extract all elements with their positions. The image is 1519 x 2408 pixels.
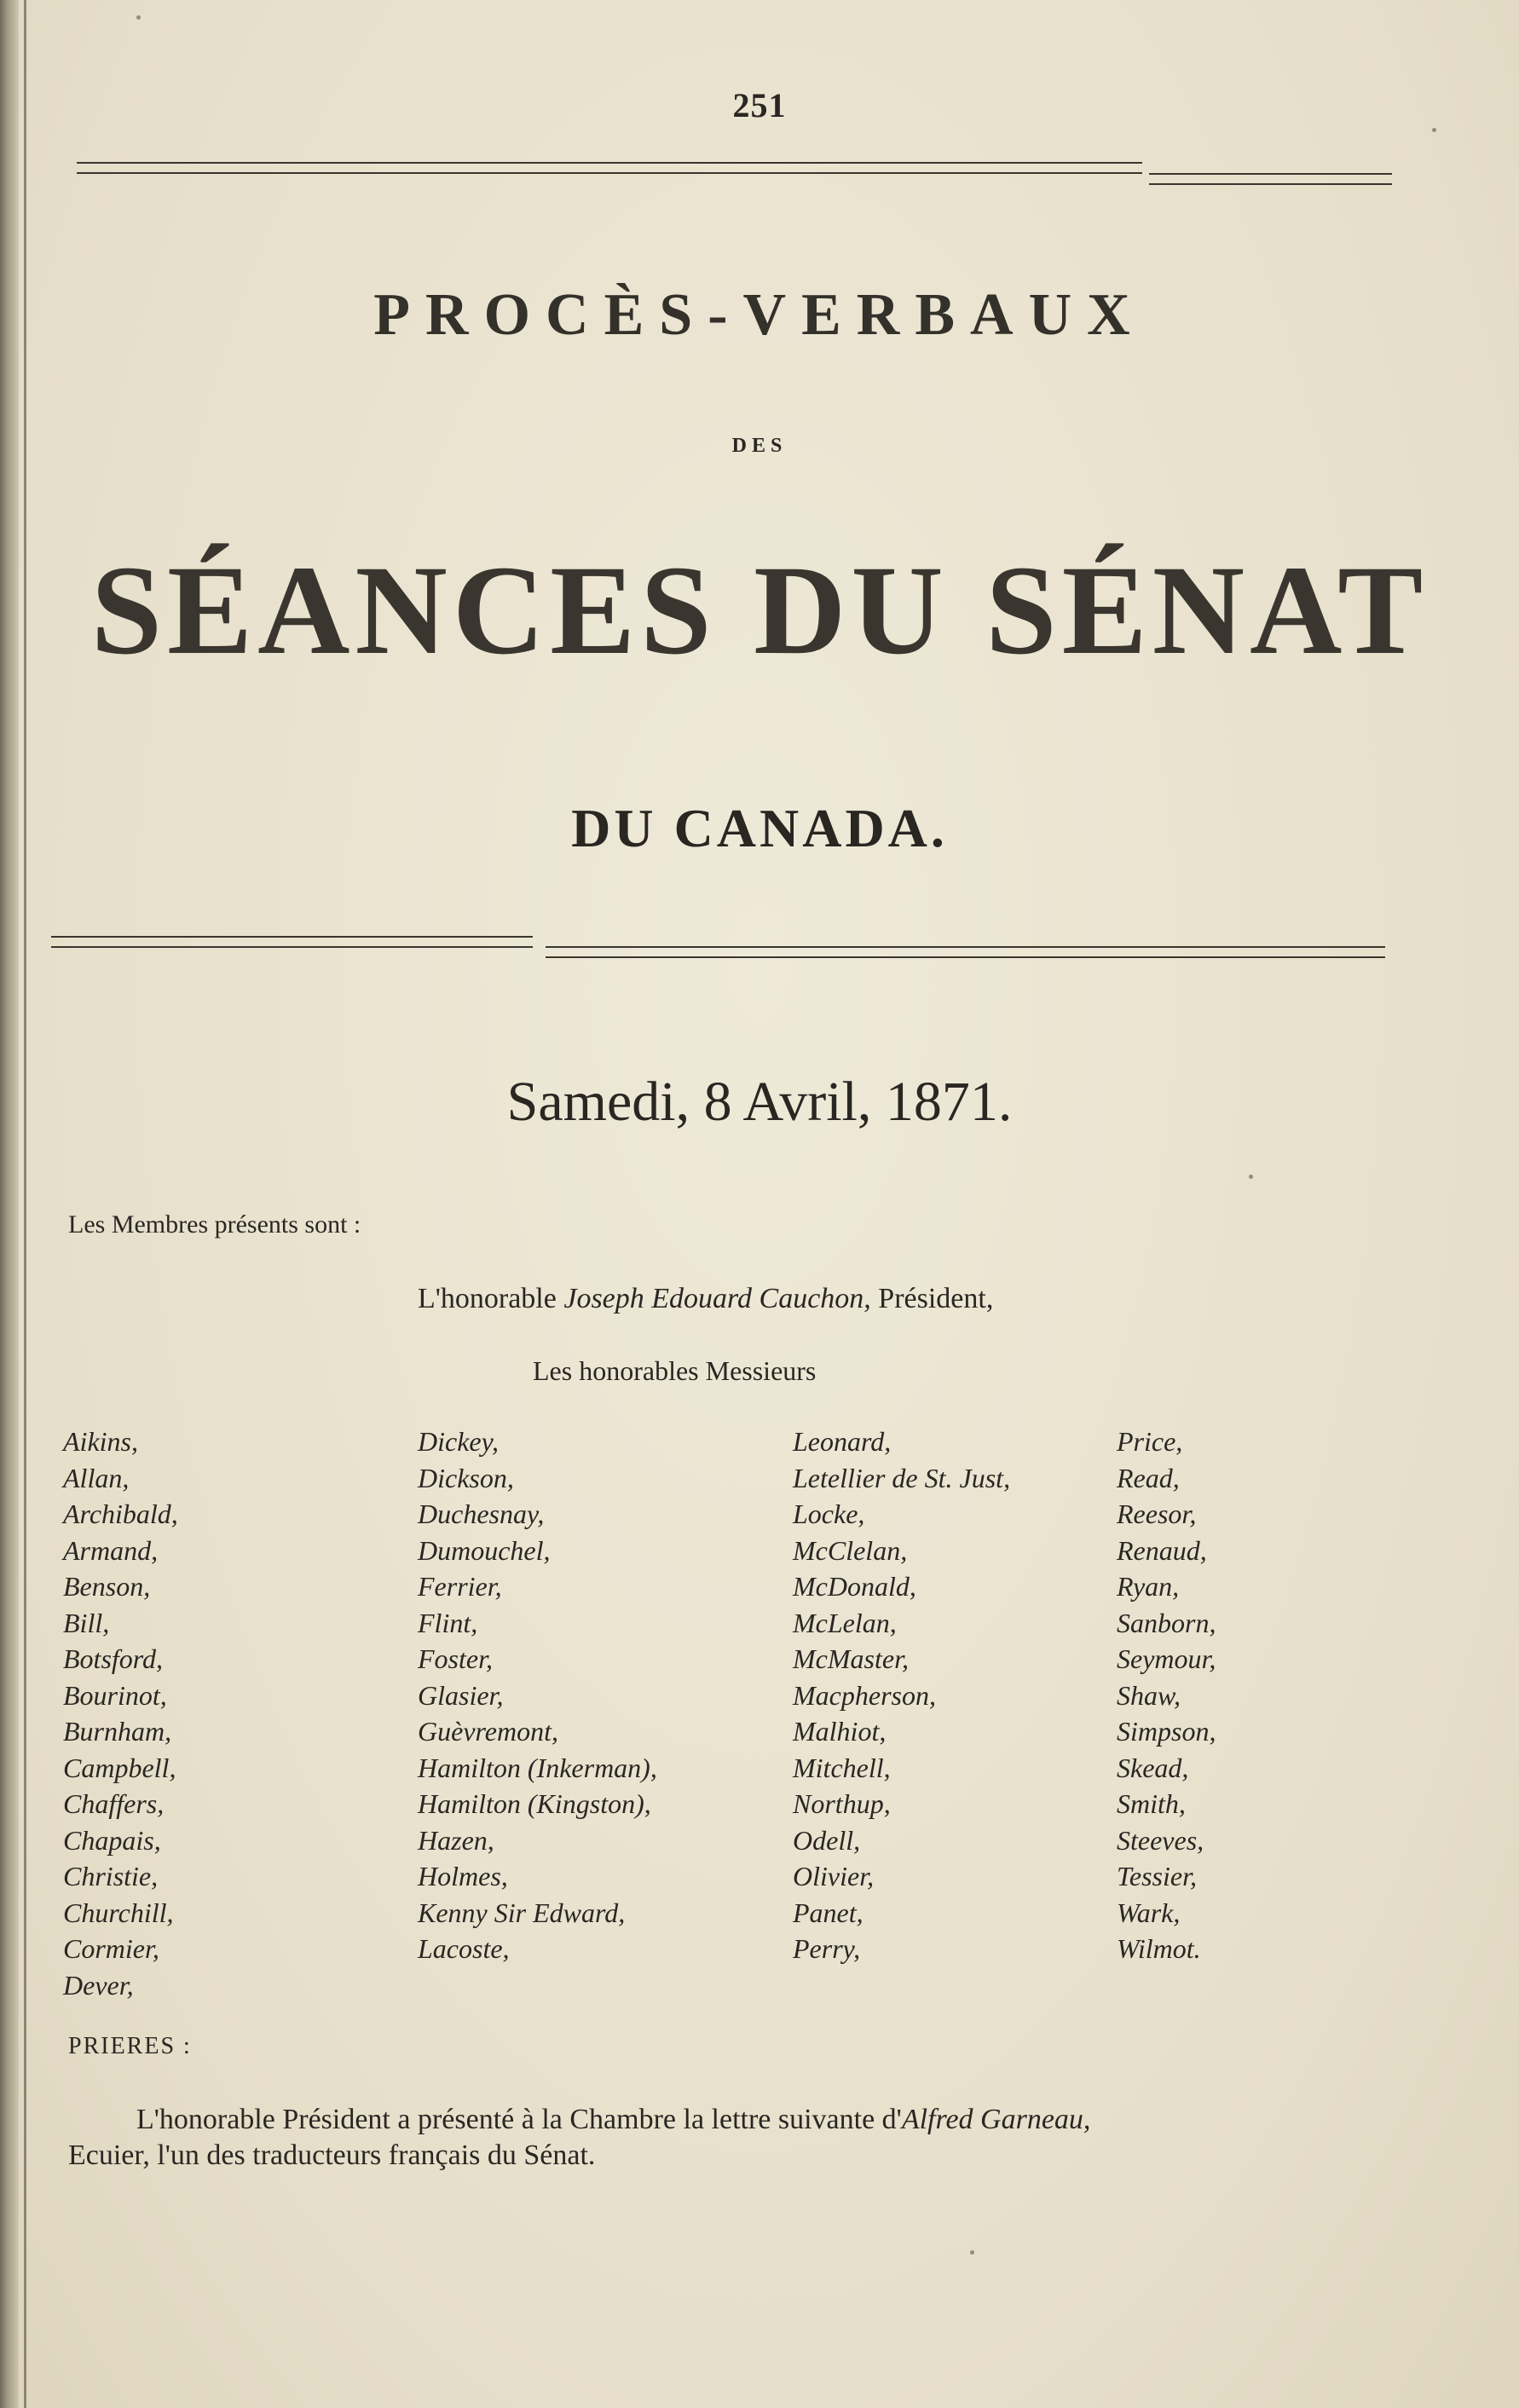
- member-name: Sanborn,: [1117, 1607, 1216, 1638]
- member-name: Read,: [1117, 1462, 1180, 1493]
- session-date: Samedi, 8 Avril, 1871.: [506, 1071, 1013, 1133]
- member-name: Duchesnay,: [418, 1499, 545, 1529]
- paper-speck: [136, 15, 141, 20]
- member-name: Locke,: [793, 1499, 865, 1529]
- member-name: Seymour,: [1117, 1643, 1216, 1674]
- mid-double-rule-left: [51, 936, 533, 948]
- member-name: Christie,: [63, 1861, 159, 1891]
- member-name: Northup,: [793, 1788, 891, 1819]
- paper-speck: [1249, 1175, 1253, 1179]
- member-name: McLelan,: [793, 1607, 897, 1638]
- member-name: McMaster,: [793, 1643, 909, 1674]
- member-name: Panet,: [793, 1897, 863, 1928]
- member-name: Allan,: [63, 1462, 130, 1493]
- president-line: [418, 1283, 993, 1315]
- member-name: Shaw,: [1117, 1679, 1181, 1711]
- members-column-4: [1117, 1423, 1216, 1967]
- member-name: Archibald,: [63, 1499, 178, 1529]
- top-double-rule-left: [77, 162, 1142, 174]
- member-name: McClelan,: [793, 1534, 908, 1566]
- member-name: Armand,: [63, 1534, 159, 1566]
- mid-double-rule-right: [546, 946, 1385, 958]
- member-name: Tessier,: [1117, 1861, 1197, 1891]
- paper-speck: [970, 2250, 974, 2255]
- member-name: Botsford,: [63, 1643, 164, 1674]
- top-double-rule-right: [1149, 173, 1392, 185]
- members-column-1: [63, 1423, 178, 2003]
- member-name: Chaffers,: [63, 1788, 165, 1819]
- member-name: Dickey,: [418, 1426, 500, 1457]
- member-name: McDonald,: [793, 1571, 916, 1602]
- letter-line-1: [136, 2104, 1090, 2136]
- title-des: DES: [731, 435, 788, 457]
- member-name: Odell,: [793, 1824, 861, 1856]
- member-name: Ryan,: [1117, 1571, 1180, 1602]
- member-name: Bill,: [63, 1607, 110, 1638]
- member-name: Perry,: [793, 1933, 861, 1964]
- member-name: Price,: [1117, 1426, 1183, 1457]
- member-name: Mitchell,: [793, 1752, 891, 1783]
- president-name: Joseph Edouard Cauchon,: [563, 1283, 871, 1314]
- member-name: Leonard,: [793, 1426, 892, 1457]
- paper-speck: [1432, 128, 1436, 132]
- president-title: Président,: [878, 1283, 994, 1314]
- member-name: Churchill,: [63, 1897, 174, 1928]
- member-name: Benson,: [63, 1571, 151, 1602]
- letter-line-2: Ecuier, l'un des traducteurs français du Sénat.: [68, 2139, 596, 2171]
- member-name: Burnham,: [63, 1716, 172, 1747]
- member-name: Renaud,: [1117, 1534, 1207, 1566]
- member-name: Holmes,: [418, 1861, 508, 1891]
- member-name: Malhiot,: [793, 1716, 887, 1747]
- member-name: Skead,: [1117, 1752, 1189, 1783]
- title-seances-du-senat: SÉANCES DU SÉNAT: [90, 540, 1429, 681]
- member-name: Lacoste,: [418, 1933, 510, 1964]
- members-column-2: [418, 1423, 657, 1967]
- member-name: Simpson,: [1117, 1716, 1216, 1747]
- member-name: Dumouchel,: [418, 1534, 551, 1566]
- member-name: Olivier,: [793, 1861, 875, 1891]
- page-number: 251: [732, 86, 787, 124]
- letter-line-1-name: Alfred Garneau,: [901, 2104, 1091, 2135]
- member-name: Glasier,: [418, 1679, 504, 1711]
- member-name: Letellier de St. Just,: [793, 1462, 1011, 1493]
- honorables-heading: Les honorables Messieurs: [533, 1355, 817, 1386]
- member-name: Foster,: [418, 1643, 493, 1674]
- member-name: Kenny Sir Edward,: [418, 1897, 626, 1928]
- spine-rule: [24, 0, 26, 2408]
- title-du-canada: DU CANADA.: [571, 798, 948, 858]
- member-name: Ferrier,: [418, 1571, 502, 1602]
- member-name: Hamilton (Inkerman),: [418, 1752, 657, 1783]
- president-prefix: L'honorable: [418, 1283, 557, 1314]
- member-name: Wilmot.: [1117, 1933, 1201, 1964]
- member-name: Campbell,: [63, 1752, 176, 1783]
- member-name: Chapais,: [63, 1824, 161, 1856]
- member-name: Aikins,: [63, 1426, 138, 1457]
- member-name: Dickson,: [418, 1462, 514, 1493]
- members-column-3: [793, 1423, 1010, 1967]
- members-intro: Les Membres présents sont :: [68, 1210, 361, 1239]
- letter-line-1-text: L'honorable Président a présenté à la Chambre la lettre suivante d': [136, 2104, 902, 2135]
- member-name: Cormier,: [63, 1933, 159, 1964]
- member-name: Hamilton (Kingston),: [418, 1788, 651, 1819]
- member-name: Macpherson,: [793, 1679, 936, 1711]
- member-name: Dever,: [63, 1969, 134, 2001]
- prieres-heading: PRIERES :: [68, 2033, 192, 2059]
- book-spine-edge: [0, 0, 19, 2408]
- member-name: Hazen,: [418, 1824, 494, 1856]
- member-name: Guèvremont,: [418, 1716, 558, 1747]
- title-proces-verbaux: PROCÈS-VERBAUX: [373, 282, 1146, 348]
- member-name: Reesor,: [1117, 1499, 1197, 1529]
- member-name: Steeves,: [1117, 1824, 1204, 1856]
- member-name: Bourinot,: [63, 1679, 167, 1711]
- member-name: Flint,: [418, 1607, 478, 1638]
- member-name: Wark,: [1117, 1897, 1181, 1928]
- member-name: Smith,: [1117, 1788, 1186, 1819]
